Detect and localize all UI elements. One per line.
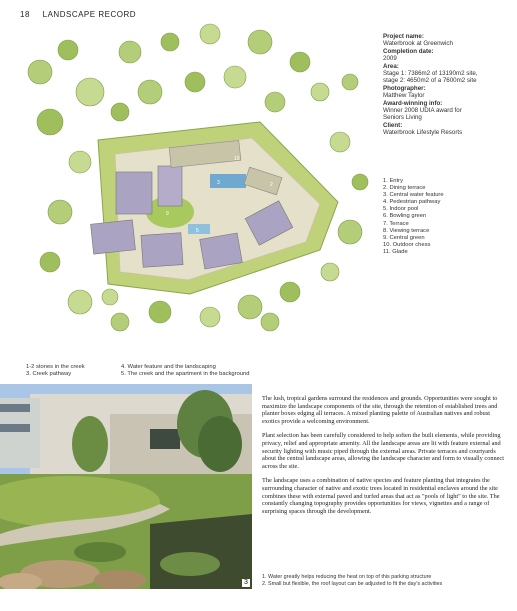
tree-canopy — [48, 200, 72, 224]
tree-canopy — [58, 40, 78, 60]
tree-canopy — [224, 66, 246, 88]
paragraph: The lush, tropical gardens surround the residences and grounds. Opportunities were sought to maximize the landscape components of the site, through the retention of established trees and planter boxes edging all terraces. A mixed planting palette of Australian natives and robust exotics provide a welcoming environment. — [262, 395, 498, 425]
tree-canopy — [76, 78, 104, 106]
info-item: Client: Waterbrook Lifestyle Resorts — [383, 121, 463, 137]
plan-legend — [383, 178, 508, 256]
info-item: Photographer: Matthew Taylor — [383, 84, 426, 100]
project-info — [383, 33, 508, 137]
tree-canopy — [102, 289, 118, 305]
legend-item: 1. Entry — [383, 178, 403, 184]
landscape-site-plan — [20, 22, 370, 340]
tree-canopy — [248, 30, 272, 54]
creek-photo — [0, 384, 252, 589]
note: 1. Water greatly helps reducing the heat on top of this parking structure — [262, 574, 432, 580]
caption: 5. The creek and the apartment in the background — [121, 371, 250, 377]
tree-canopy — [68, 290, 92, 314]
legend-item: 5. Indoor pool — [383, 206, 419, 213]
svg-text:5: 5 — [196, 228, 199, 234]
legend-item: 7. Terrace — [383, 220, 409, 227]
central-water-feature — [210, 174, 246, 188]
tree-canopy — [265, 92, 285, 112]
paragraph: Plant selection has been carefully considered to help soften the built elements, while providing privacy, relief and appropriate amenity. All the landscape areas are lit with feature external and security lighting with music piped through the external areas. Private terraces and courtyards about the central landscape areas, allowing the landscape character and form to visually connect across the site. — [262, 432, 504, 470]
legend-item: 10. Outdoor chess — [383, 241, 431, 248]
tree-canopy — [37, 109, 63, 135]
caption: 3. Creek pathway — [26, 371, 72, 377]
legend-item: 2. Dining terrace — [383, 185, 426, 192]
note: 2. Small but flexible, the roof layout can be adjusted to fit the day's activities — [262, 581, 443, 587]
tree-canopy — [111, 313, 129, 331]
info-item: Award-winning info: Winner 2008 UDIA award for Seniors Living — [383, 99, 462, 122]
legend-item: 8. Viewing terrace — [383, 227, 430, 234]
tree-canopy — [138, 80, 162, 104]
tree-canopy — [185, 72, 205, 92]
tree-canopy — [200, 307, 220, 327]
info-item: Area: Stage 1: 7386m2 of 13190m2 site, stage 2: 4650m2 of a 7600m2 site — [383, 62, 478, 85]
tree-canopy — [352, 174, 368, 190]
tree-canopy — [290, 52, 310, 72]
svg-text:3: 3 — [217, 180, 220, 186]
svg-text:9: 9 — [166, 211, 169, 217]
legend-item: 11. Glade — [383, 248, 408, 255]
photo-notes — [262, 574, 507, 588]
photo-number: 3 — [242, 579, 250, 587]
tree-canopy — [311, 83, 329, 101]
tree-canopy — [28, 60, 52, 84]
page-number: 18 — [20, 10, 30, 19]
legend-item: 9. Central green — [383, 234, 425, 241]
photo-captions — [26, 364, 356, 378]
legend-item: 4. Pedestrian pathway — [383, 199, 441, 206]
tree-canopy — [261, 313, 279, 331]
tree-canopy — [161, 33, 179, 51]
info-item: Completion date: 2009 — [383, 47, 434, 63]
tree-canopy — [321, 263, 339, 281]
tree-canopy — [111, 103, 129, 121]
tree-canopy — [69, 151, 91, 173]
legend-item: 6. Bowling green — [383, 213, 427, 220]
tree-canopy — [330, 132, 350, 152]
tree-canopy — [119, 41, 141, 63]
tree-canopy — [342, 74, 358, 90]
indoor-pool — [188, 224, 210, 234]
paragraph: The landscape uses a combination of native species and feature planting that integrates the surrounding character of native and exotic trees located in residential enclaves around the site combines these with external paved and turfed areas that act as "pools of light" to the site. The constantly changing topography provides opportunities for views, vignettes and a range of surprising spaces through the development. — [262, 477, 500, 515]
caption: 1-2 stones in the creek — [26, 364, 85, 370]
tree-canopy — [280, 282, 300, 302]
caption: 4. Water feature and the landscaping — [121, 364, 216, 370]
legend-item: 3. Central water feature — [383, 192, 444, 199]
svg-text:2: 2 — [270, 182, 273, 188]
tree-canopy — [200, 24, 220, 44]
article-body — [262, 395, 507, 522]
tree-canopy — [338, 220, 362, 244]
magazine-title: LANDSCAPE RECORD — [42, 10, 136, 19]
tree-canopy — [238, 295, 262, 319]
tree-canopy — [149, 301, 171, 323]
page-header — [20, 10, 136, 19]
info-item: Project name: Waterbrook at Greenwich — [383, 33, 453, 48]
tree-canopy — [40, 252, 60, 272]
svg-text:10: 10 — [234, 156, 240, 162]
